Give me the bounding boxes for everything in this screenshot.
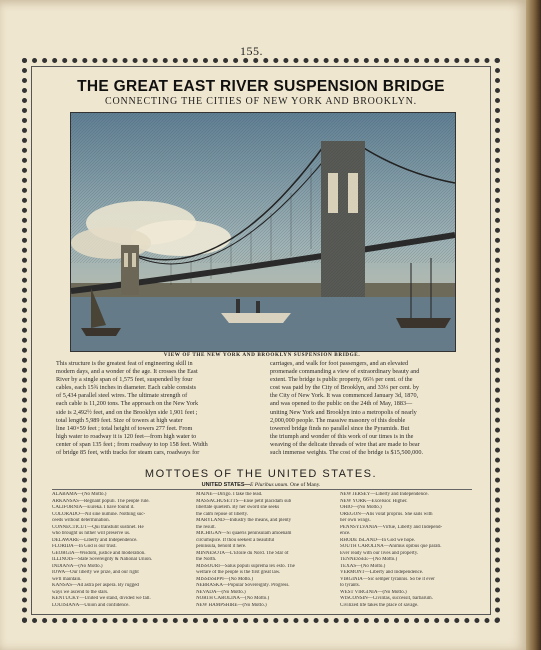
- mottoes-column-3: [340, 492, 478, 609]
- motto-entry: ILLINOIS—State Sovereignty & National Union.: [52, 557, 153, 562]
- text-line: towered bridge finds no parallel since the Pyramids. But: [270, 424, 410, 432]
- motto-entry: DELAWARE—Liberty and Independence.: [52, 537, 138, 543]
- motto-entry: RHODE ISLAND—In God we hope.: [340, 537, 416, 543]
- motto-entry: to tyrants.: [340, 583, 360, 588]
- divider: [52, 489, 472, 490]
- motto-entry: ence.: [340, 531, 351, 536]
- us-motto-label: UNITED STATES—: [201, 482, 250, 488]
- text-line: 2,000,000 people. The massive masonry of this double: [270, 416, 406, 424]
- text-line: and was opened to the public on the 24th of May, 1883—: [270, 400, 413, 408]
- text-line: River by a single span of 1,575 feet, suspended by four: [56, 376, 193, 384]
- motto-entry: WEST VIRGINIA—(No Motto.): [340, 589, 407, 595]
- motto-entry: OHIO—(No Motto.): [340, 505, 382, 510]
- page-number: 155.: [240, 44, 263, 58]
- motto-entry: circumspice. If thou seekest a beautiful: [196, 537, 275, 543]
- motto-entry: welfare of the people is the first great law.: [196, 570, 281, 575]
- text-line: cost was paid by the City of Brooklyn, and 33⅓ per cent. by: [270, 384, 419, 392]
- text-line: high water to roadway it is 120 feet—from high water to: [56, 432, 197, 440]
- motto-entry: MICHIGAN—Si quaeris peninsulam amoenam: [196, 531, 292, 536]
- motto-entry: ceeds without determination.: [52, 518, 110, 523]
- motto-entry: LOUISIANA—Union and confidence.: [52, 602, 130, 608]
- bridge-illustration: [71, 113, 455, 351]
- motto-entry: MISSOURI—Salus populi suprema lex esto. The: [196, 563, 295, 569]
- motto-entry: SOUTH CAROLINA—Animus opibus que parati.: [340, 544, 442, 549]
- motto-entry: ways we ascend to the stars.: [52, 589, 109, 595]
- mottoes-column-1: [52, 492, 192, 609]
- motto-entry: we'll maintain.: [52, 576, 82, 582]
- text-line: cables, each 15¾ inches in diameter. Each cable consists: [56, 384, 197, 392]
- motto-entry: MAINE—Dirigo. I take the lead.: [196, 492, 263, 497]
- motto-entry: TEXAS—(No Motto.): [340, 563, 386, 569]
- text-line: carriages, and walk for foot passengers, and an elevated: [270, 360, 409, 367]
- motto-entry: CONNECTICUT—Qui transtulit sustinet. He: [52, 524, 144, 530]
- motto-entry: the result.: [196, 524, 216, 530]
- text-line: modern days, and a wonder of the age. It crosses the East: [56, 368, 198, 376]
- motto-entry: KENTUCKY—United we stand, divided we fall.: [52, 596, 151, 601]
- motto-entry: Ever ready with our lives and property.: [340, 550, 419, 556]
- body-text-right: [270, 360, 482, 457]
- motto-entry: INDIANA—(No Motto.): [52, 563, 103, 569]
- text-line: total length 5,989 feet. Size of towers at high water: [56, 416, 183, 424]
- us-motto-translation: One of Many.: [290, 482, 321, 488]
- motto-entry: GEORGIA—Wisdom, justice and moderation.: [52, 550, 146, 556]
- motto-entry: who brought us hither will preserve us.: [52, 531, 131, 536]
- text-line: the triumph and wonder of this work of our times is in the: [270, 432, 414, 440]
- motto-entry: KANSAS—Ad astra per aspera. By rugged: [52, 583, 139, 588]
- motto-entry: IOWA—Our liberty we prize, and our right: [52, 570, 139, 575]
- motto-entry: VIRGINIA—Sic semper tyrannis. So be it ever: [340, 576, 435, 582]
- text-line: the City of New York. It was commenced January 3d, 1870,: [270, 392, 419, 400]
- text-line: weaving of the delicate threads of wire that are made to bear: [270, 440, 420, 448]
- text-line: side is 2,492½ feet, and on the Brooklyn side 1,901 feet ;: [56, 408, 198, 416]
- us-motto-latin: E Pluribus unum.: [250, 482, 289, 488]
- mottoes-heading: MOTTOES OF THE UNITED STATES.: [144, 468, 378, 480]
- page-title: THE GREAT EAST RIVER SUSPENSION BRIDGE: [77, 78, 445, 95]
- illustration-caption: VIEW OF THE NEW YORK AND BROOKLYN SUSPENSION BRIDGE.: [163, 352, 361, 358]
- motto-entry: MINNESOTA—L'Etoile du Nord. The Star of: [196, 550, 289, 556]
- bridge-engraving: [70, 112, 456, 352]
- motto-entry: OREGON—Alis volat propriis. She sails with: [340, 511, 433, 517]
- motto-entry: peninsula, behold it here.: [196, 544, 247, 549]
- motto-entry: FLORIDA—In God is our trust.: [52, 544, 117, 549]
- motto-entry: libertate quietem. By her sword she seeks: [196, 505, 280, 510]
- motto-entry: COLORADO—Nil sine numine. Nothing suc-: [52, 511, 146, 517]
- text-line: uniting New York and Brooklyn into a metropolis of nearly: [270, 408, 417, 416]
- motto-entry: NORTH CAROLINA—(No Motto.): [196, 596, 270, 601]
- text-line: center of span 135 feet ; from roadway to top 158 feet. Width: [56, 440, 208, 448]
- text-line: line 140×59 feet ; total height of towers 277 feet. From: [56, 424, 193, 432]
- motto-entry: MARYLAND—Industry the means, and plenty: [196, 518, 292, 523]
- us-motto-line: [31, 482, 491, 488]
- motto-entry: NEVADA—(No Motto.): [196, 589, 246, 595]
- text-line: of bridge 85 feet, with tracks for steam cars, roadways for: [56, 449, 200, 457]
- motto-entry: PENNSYLVANIA—Virtue, Liberty and Independ-: [340, 524, 443, 530]
- page-subtitle: CONNECTING THE CITIES OF NEW YORK AND BROOKLYN.: [105, 96, 417, 107]
- motto-entry: Civilized life takes the place of savage.: [340, 602, 419, 608]
- motto-entry: NEW YORK—Excelsior. Higher.: [340, 498, 408, 504]
- motto-entry: NEW JERSEY—Liberty and Independence.: [340, 492, 429, 497]
- motto-entry: WISCONSIN—Civilitas, successit, barbarum.: [340, 596, 433, 601]
- text-line: such immense weights. The cost of the bridge is $15,500,000.: [270, 449, 424, 457]
- text-line: promenade commanding a view of extraordinary beauty and: [270, 368, 420, 376]
- motto-entry: MASSACHUSETTS—Ense petit placidam sub: [196, 498, 292, 504]
- motto-entry: VERMONT—Liberty and Independence.: [340, 570, 424, 575]
- body-text-left: [56, 360, 268, 457]
- motto-entry: ALABAMA—(No Motto.): [52, 492, 107, 497]
- motto-entry: her own wings.: [340, 518, 371, 523]
- motto-entry: CALIFORNIA—Eureka. I have found it.: [52, 505, 135, 510]
- text-line: This structure is the greatest feat of engineering skill in: [56, 360, 193, 367]
- text-line: of 5,434 parallel steel wires. The ultimate strength of: [56, 392, 188, 400]
- motto-entry: NEW HAMPSHIRE—(No Motto.): [196, 602, 267, 608]
- page-edge: [526, 0, 541, 650]
- motto-entry: NEBRASKA—Popular Sovereignty. Progress.: [196, 583, 290, 588]
- motto-entry: the North.: [196, 557, 217, 562]
- motto-entry: MISSISSIPPI—(No Motto.): [196, 576, 253, 582]
- motto-entry: the calm repose of liberty.: [196, 511, 249, 517]
- text-line: extent. The bridge is public property, 66⅔ per cent. of the: [270, 376, 413, 384]
- text-line: each cable is 11,200 tons. The approach on the New York: [56, 400, 199, 408]
- mottoes-column-2: [196, 492, 336, 609]
- motto-entry: TENNESSEE—(No Motto.): [340, 557, 398, 562]
- motto-entry: ARKANSAS—Regnant populi. The people rule.: [52, 498, 150, 504]
